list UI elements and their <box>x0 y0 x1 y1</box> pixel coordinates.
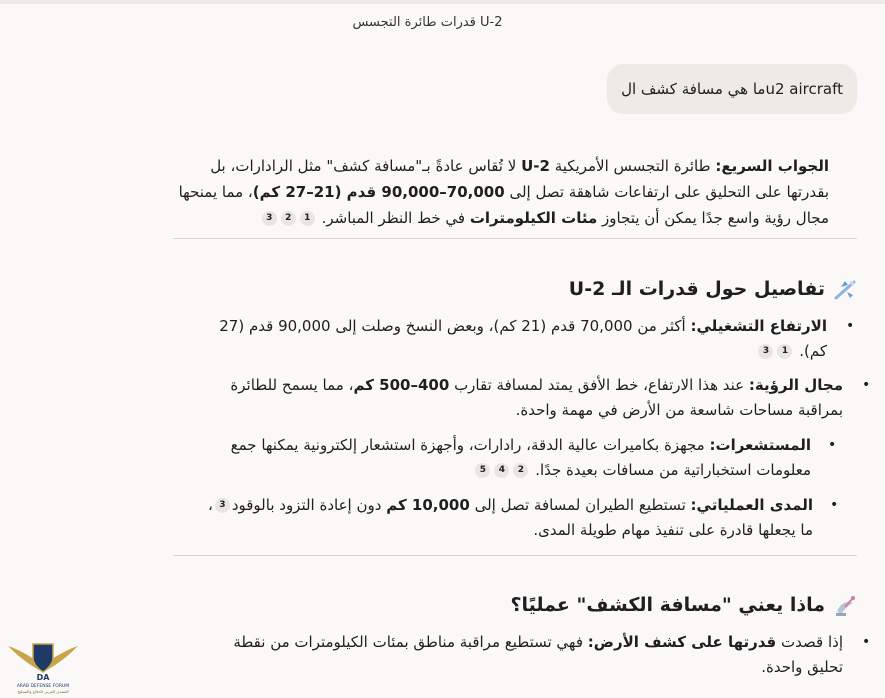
section-heading: تفاصيل حول قدرات الـ U-2 <box>173 278 857 301</box>
list-item: المدى العملياتي: تستطيع الطيران لمسافة تصل إلى 10,000 كم دون إعادة التزود بالوقود3، ما يجعلها قادرة على تنفيذ مهام طويلة المدى. <box>207 496 813 539</box>
citation-badge[interactable]: 3 <box>215 498 230 513</box>
list-item: المستشعرات: مجهزة بكاميرات عالية الدقة، رادارات، وأجهزة استشعار إلكترونية يمكنها جمع معلومات استخباراتية من مسافات بعيدة جدًا. 245 <box>230 436 811 479</box>
citation-badge[interactable]: 2 <box>281 211 296 226</box>
citation-badge[interactable]: 1 <box>300 211 315 226</box>
quick-answer-label: الجواب السريع: <box>715 157 829 175</box>
quick-answer: الجواب السريع: طائرة التجسس الأمريكية U-2 لا تُقاس عادةً بـ"مسافة كشف" مثل الرادارات، بل بقدرتها على التحليق على ارتفاعات شاهقة تصل إلى 70,000–90,000 قدم (21–27 كم)، مما يمنحها مجال رؤية واسع جدًا يمكن أن يتجاوز مئات الكيلومترات في خط النظر المباشر. 123 <box>178 157 829 227</box>
bullet: • <box>828 437 837 453</box>
divider <box>173 238 857 239</box>
list-item: إذا قصدت قدرتها على كشف الأرض: فهي تستطيع مراقبة مناطق بمئات الكيلومترات من نقطة تحليق واحدة. <box>233 633 843 676</box>
section-heading: ماذا يعني "مسافة الكشف" عمليًا؟ <box>173 594 857 617</box>
bullet: • <box>830 497 839 513</box>
citation-badge[interactable]: 2 <box>513 463 528 478</box>
top-bar <box>0 0 885 4</box>
citation-badge[interactable]: 1 <box>777 344 792 359</box>
bullet: • <box>862 377 871 393</box>
citation-badge[interactable]: 4 <box>494 463 509 478</box>
list-item: مجال الرؤية: عند هذا الارتفاع، خط الأفق يمتد لمسافة تقارب 400–500 كم، مما يسمح للطائرة بمراقبة مساحات شاسعة من الأرض في مهمة واحدة. <box>230 376 843 419</box>
citation-badge[interactable]: 3 <box>262 211 277 226</box>
divider <box>173 555 857 556</box>
citation-badge[interactable]: 3 <box>758 344 773 359</box>
bullet: • <box>862 634 871 650</box>
svg-text:DA: DA <box>36 673 50 682</box>
list-item: الارتفاع التشغيلي: أكثر من 70,000 قدم (21 كم)، وبعض النسخ وصلت إلى 90,000 قدم (27 كم). 13 <box>219 317 827 360</box>
conversation-title: قدرات طائرة التجسس U-2 <box>352 15 503 30</box>
user-message-bubble: ما هي مسافة كشف الu2 aircraft <box>607 64 857 114</box>
citation-badge[interactable]: 5 <box>475 463 490 478</box>
arab-defense-forum-logo <box>6 636 80 694</box>
svg-text:المنتدى العربي للدفاع والتسليح: المنتدى العربي للدفاع والتسليح <box>17 689 69 694</box>
satellite-antenna-icon <box>833 595 857 617</box>
svg-text:ARAB DEFENSE FORUM: ARAB DEFENSE FORUM <box>16 684 70 689</box>
airplane-icon <box>833 279 857 301</box>
bullet: • <box>846 318 855 334</box>
